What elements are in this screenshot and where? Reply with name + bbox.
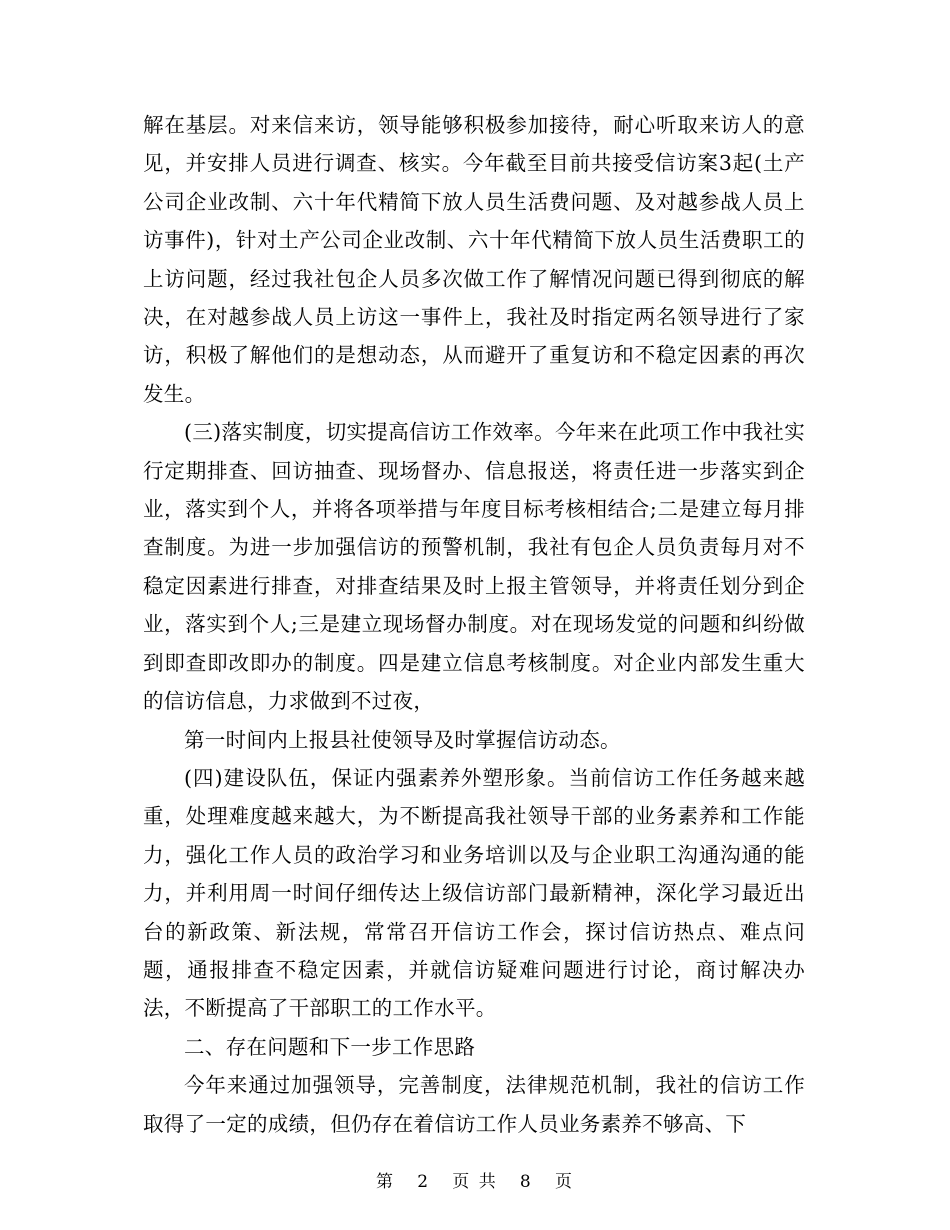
footer-total-pages: 8 [519, 1172, 533, 1192]
page-footer [0, 1170, 950, 1194]
footer-prefix: 第 [376, 1172, 396, 1192]
footer-current-page: 2 [417, 1172, 431, 1192]
paragraph-section-3: (三)落实制度，切实提高信访工作效率。今年来在此项工作中我社实行定期排查、回访抽查、现场督办、信息报送，将责任进一步落实到企业，落实到个人，并将各项举措与年度目标考核相结合;二是建立每月排查制度。为进一步加强信访的预警机制，我社有包企人员负责每月对不稳定因素进行排查，对排查结果及时上报主管领导，并将责任划分到企业，落实到个人;三是建立现场督办制度。对在现场发觉的问题和纠纷做到即查即改即办的制度。四是建立信息考核制度。对企业内部发生重大的信访信息，力求做到不过夜， [143, 420, 805, 714]
paragraph-section-3-cont: 第一时间内上报县社使领导及时掌握信访动态。 [184, 727, 621, 752]
section-heading-2: 二、存在问题和下一步工作思路 [184, 1034, 476, 1059]
paragraph-section-4: (四)建设队伍，保证内强素养外塑形象。当前信访工作任务越来越重，处理难度越来越大，为不断提高我社领导干部的业务素养和工作能力，强化工作人员的政治学习和业务培训以及与企业职工沟通沟通的能力，并利用周一时间仔细传达上级信访部门最新精神，深化学习最近出台的新政策、新法规，常常召开信访工作会，探讨信访热点、难点问题，通报排查不稳定因素，并就信访疑难问题进行讨论，商讨解决办法，不断提高了干部职工的工作水平。 [143, 765, 805, 1021]
paragraph-problems: 今年来通过加强领导，完善制度，法律规范机制，我社的信访工作取得了一定的成绩，但仍存在着信访工作人员业务素养不够高、下 [143, 1073, 805, 1136]
footer-middle: 页 共 [452, 1172, 498, 1192]
paragraph-continuation: 解在基层。对来信来访，领导能够积极参加接待，耐心听取来访人的意见，并安排人员进行调查、核实。今年截至目前共接受信访案3起(土产公司企业改制、六十年代精简下放人员生活费问题、及对越参战人员上访事件)，针对土产公司企业改制、六十年代精简下放人员生活费职工的上访问题，经过我社包企人员多次做工作了解情况问题已得到彻底的解决，在对越参战人员上访这一事件上，我社及时指定两名领导进行了家访，积极了解他们的是想动态，从而避开了重复访和不稳定因素的再次发生。 [143, 113, 805, 406]
footer-suffix: 页 [554, 1172, 574, 1192]
document-body [143, 106, 805, 1143]
